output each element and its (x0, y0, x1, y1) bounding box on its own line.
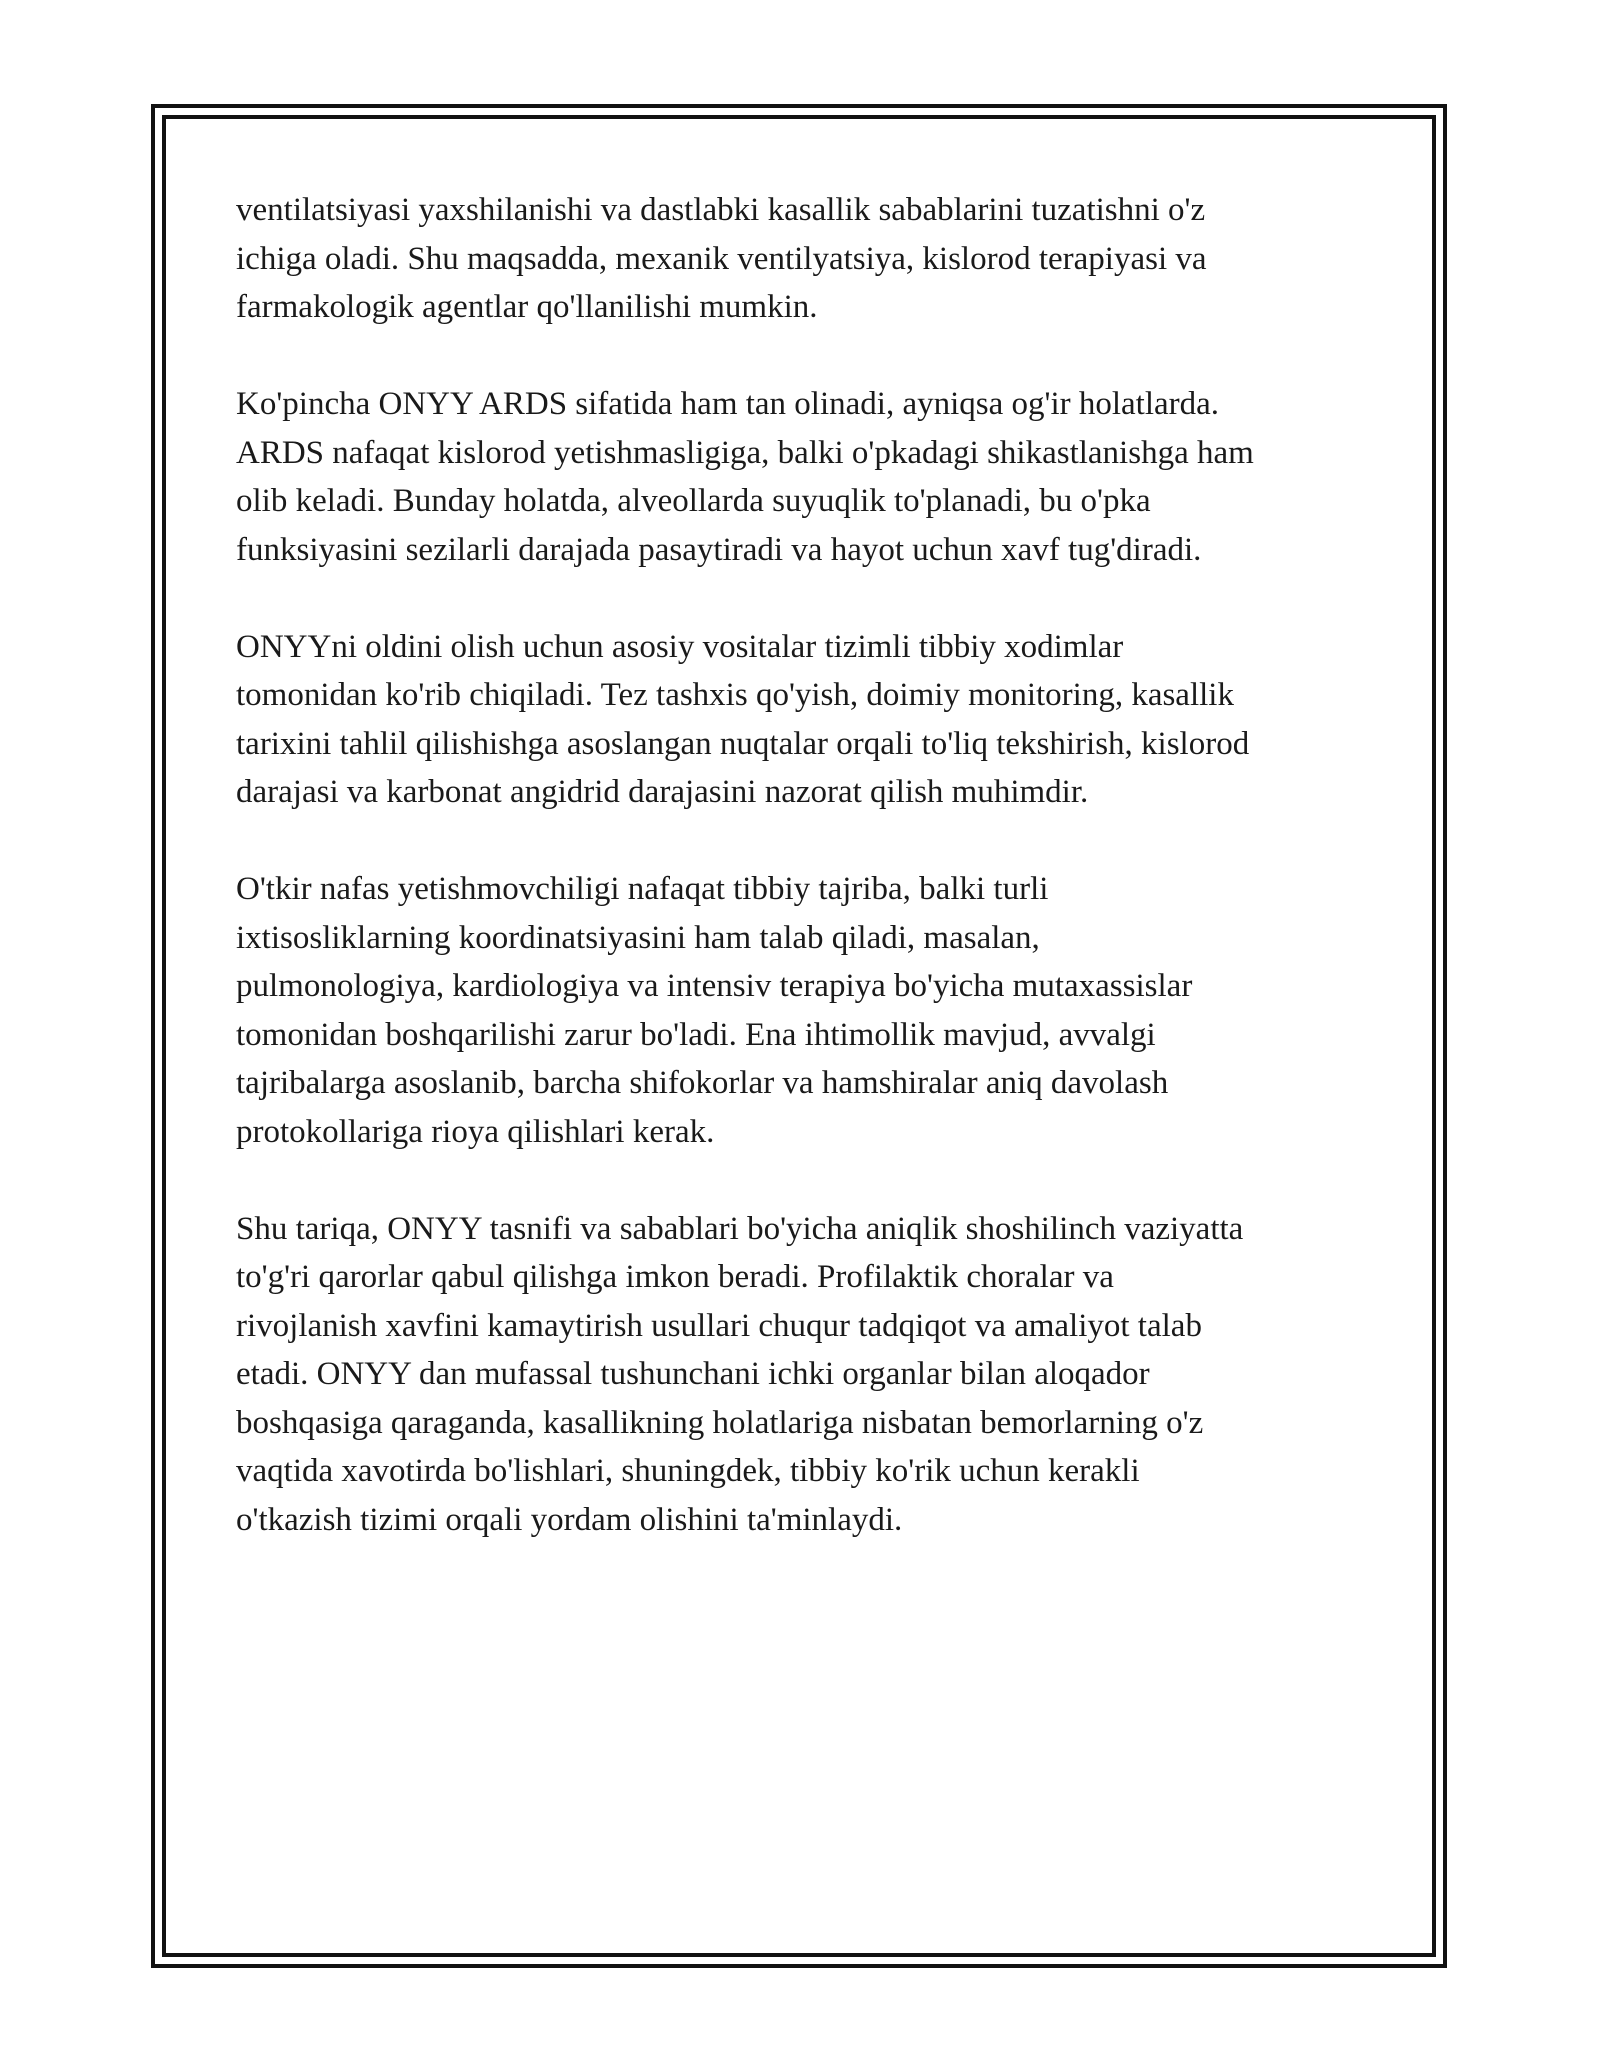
paragraph (236, 186, 1386, 332)
text-line: to'g'ri qarorlar qabul qilishga imkon beradi. Profilaktik choralar va (236, 1259, 1114, 1295)
text-line: ixtisosliklarning koordinatsiyasini ham talab qiladi, masalan, (236, 919, 1040, 956)
text-line: rivojlanish xavfini kamaytirish usullari chuqur tadqiqot va amaliyot talab (236, 1307, 1202, 1344)
text-line: ichiga oladi. Shu maqsadda, mexanik ventilyatsiya, kislorod terapiyasi va (236, 240, 1207, 277)
text-line: ventilatsiyasi yaxshilanishi va dastlabki kasallik sabablarini tuzatishni o'z (236, 192, 1206, 228)
document-body (236, 186, 1386, 1593)
text-line: o'tkazish tizimi orqali yordam olishini ta'minlaydi. (236, 1501, 903, 1538)
text-line: ARDS nafaqat kislorod yetishmasligiga, balki o'pkadagi shikastlanishga ham (236, 434, 1254, 471)
text-line: vaqtida xavotirda bo'lishlari, shuningdek, tibbiy ko'rik uchun kerakli (236, 1453, 1140, 1489)
paragraph (236, 380, 1386, 574)
text-line: Shu tariqa, ONYY tasnifi va sabablari bo'yicha aniqlik shoshilinch vaziyatta (236, 1210, 1244, 1247)
text-line: darajasi va karbonat angidrid darajasini nazorat qilish muhimdir. (236, 774, 1089, 810)
text-line: protokollariga rioya qilishlari kerak. (236, 1113, 715, 1150)
paragraph (236, 865, 1386, 1156)
text-line: etadi. ONYY dan mufassal tushunchani ichki organlar bilan aloqador (236, 1356, 1150, 1392)
text-line: Ko'pincha ONYY ARDS sifatida ham tan olinadi, ayniqsa og'ir holatlarda. (236, 386, 1220, 422)
text-line: tomonidan boshqarilishi zarur bo'ladi. Ena ihtimollik mavjud, avvalgi (236, 1016, 1156, 1053)
text-line: O'tkir nafas yetishmovchiligi nafaqat tibbiy tajriba, balki turli (236, 871, 1049, 907)
paragraph (236, 1205, 1386, 1545)
text-line: ONYYni oldini olish uchun asosiy vositalar tizimli tibbiy xodimlar (236, 628, 1124, 665)
text-line: tarixini tahlil qilishishga asoslangan nuqtalar orqali to'liq tekshirish, kislorod (236, 725, 1250, 762)
text-line: tajribalarga asoslanib, barcha shifokorlar va hamshiralar aniq davolash (236, 1065, 1169, 1101)
text-line: boshqasiga qaraganda, kasallikning holatlariga nisbatan bemorlarning o'z (236, 1404, 1204, 1441)
text-line: farmakologik agentlar qo'llanilishi mumkin. (236, 289, 818, 325)
text-line: olib keladi. Bunday holatda, alveollarda suyuqlik to'planadi, bu o'pka (236, 483, 1151, 519)
paragraph (236, 623, 1386, 817)
text-line: tomonidan ko'rib chiqiladi. Tez tashxis qo'yish, doimiy monitoring, kasallik (236, 677, 1234, 713)
text-line: funksiyasini sezilarli darajada pasaytiradi va hayot uchun xavf tug'diradi. (236, 531, 1202, 568)
text-line: pulmonologiya, kardiologiya va intensiv terapiya bo'yicha mutaxassislar (236, 968, 1193, 1004)
